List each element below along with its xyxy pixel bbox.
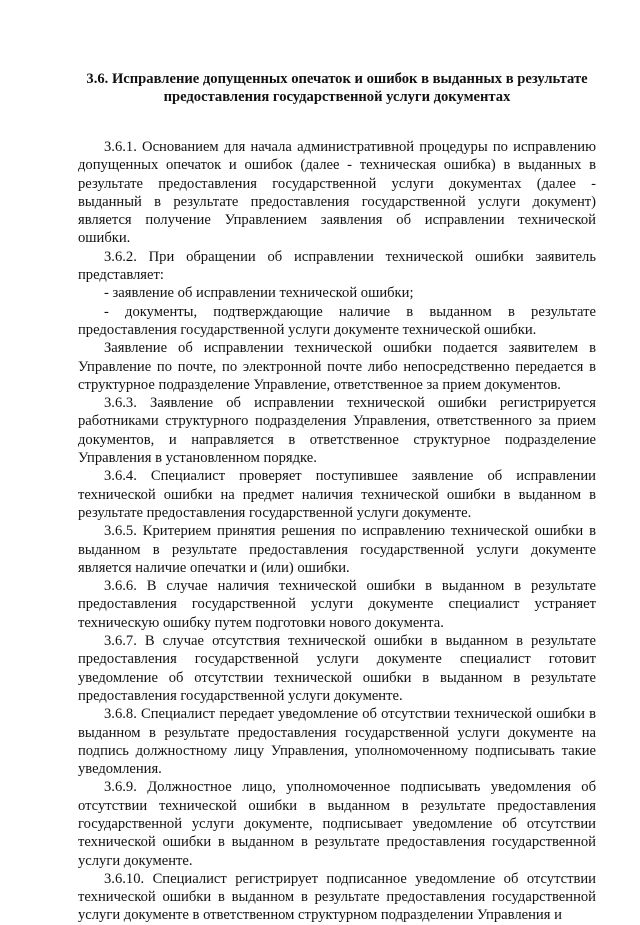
paragraph-3-6-6: 3.6.6. В случае наличия технической ошибки в выданном в результате предоставления государственной услуги документе специалист устраняет техническую ошибку путем подготовки нового документа. <box>78 578 596 631</box>
paragraph-application-submission: Заявление об исправлении технической ошибки подается заявителем в Управление по почте, по электронной почте либо непосредственно передается в структурное подразделение Управление, ответственное за прием документов. <box>78 340 596 393</box>
paragraph-list-item-application: - заявление об исправлении технической ошибки; <box>104 285 414 302</box>
section-heading: 3.6. Исправление допущенных опечаток и ошибок в выданных в результате предоставления государственной услуги документах <box>86 71 588 105</box>
document-page <box>78 70 596 925</box>
paragraph-3-6-5: 3.6.5. Критерием принятия решения по исправлению технической ошибки в выданном в результате предоставления государственной услуги документе является наличие опечатки и (или) ошибки. <box>78 523 596 576</box>
paragraph-list-item-documents: - документы, подтверждающие наличие в выданном в результате предоставления государственной услуги документе технической ошибки. <box>78 303 596 338</box>
paragraph-3-6-9: 3.6.9. Должностное лицо, уполномоченное подписывать уведомления об отсутствии технической ошибки в выданном в результате предоставления государственной услуги документе, подписывает уведомление об отсутствии технической ошибки в выданном в результате предоставления государственной услуги документе. <box>78 779 596 869</box>
paragraph-3-6-1: 3.6.1. Основанием для начала административной процедуры по исправлению допущенных опечаток и ошибок (далее - техническая ошибка) в выданных в результате предоставления государственной услуги документах (далее - выданный в результате предоставления государственной услуги документ) является получение Управлением заявления об исправлении технической ошибки. <box>78 139 596 247</box>
paragraph-3-6-2: 3.6.2. При обращении об исправлении технической ошибки заявитель представляет: <box>78 248 596 284</box>
paragraph-3-6-4: 3.6.4. Специалист проверяет поступившее заявление об исправлении технической ошибки на предмет наличия технической ошибки в выданном в результате предоставления государственной услуги документе. <box>78 468 596 521</box>
paragraph-3-6-10: 3.6.10. Специалист регистрирует подписанное уведомление об отсутствии технической ошибки в выданном в результате предоставления государственной услуги документе в ответственном структурном подразделении Управления и <box>78 870 596 924</box>
paragraph-3-6-3: 3.6.3. Заявление об исправлении технической ошибки регистрируется работниками структурного подразделения Управления, ответственного за прием документов, и направляется в ответственное структурное подразделение Управления в установленном порядке. <box>78 395 596 467</box>
paragraph-3-6-8: 3.6.8. Специалист передает уведомление об отсутствии технической ошибки в выданном в результате предоставления государственной услуги документе на подпись должностному лицу Управления, уполномоченному подписывать такие уведомления. <box>78 706 596 778</box>
paragraph-3-6-7: 3.6.7. В случае отсутствия технической ошибки в выданном в результате предоставления государственной услуги документе специалист готовит уведомление об отсутствии технической ошибки в выданном в результате предоставления государственной услуги документе. <box>78 633 596 704</box>
